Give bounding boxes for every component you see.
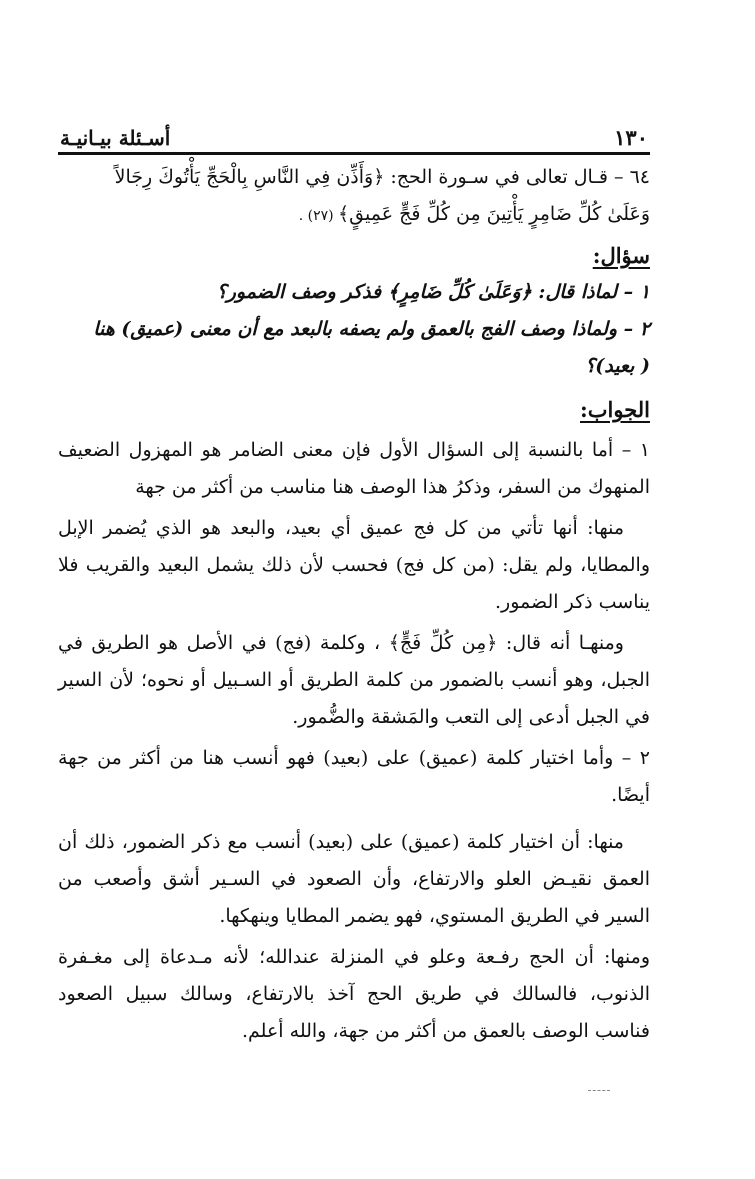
verse-part-a: ﴿وَأَذِّن فِي النَّاسِ بِالْحَجِّ يَأْتُوكَ رِجَالاً xyxy=(114,166,385,188)
question-2-cont: ( بعيد)؟ xyxy=(585,355,650,377)
answer-heading: الجواب: xyxy=(580,397,650,422)
intro-number: ٦٤ – قـال تعالى في سـورة الحج: xyxy=(384,166,650,188)
verse-reference: (٢٧) . xyxy=(298,208,339,224)
intro-paragraph xyxy=(58,159,650,196)
question-heading: سؤال: xyxy=(592,243,650,268)
answer-paragraph-1: ١ – أما بالنسبة إلى السؤال الأول فإن معنى الضامر هو المهزول الضعيف المنهوك من السفر، وذكرُ هذا الوصف هنا مناسب من أكثر من جهة xyxy=(58,439,650,498)
question-2: ٢ – ولماذا وصف الفج بالعمق ولم يصفه بالبعد مع أن معنى (عميق) هنا xyxy=(93,318,650,340)
book-page xyxy=(58,118,650,1050)
answer-paragraph-6: ومنها: أن الحج رفـعة وعلو في المنزلة عندالله؛ لأنه مـدعاة إلى مغـفرة الذنوب، فالسالك في طريق الحج آخذ بالارتفاع، وسالك سبيل الصعود فناسب الوصف بالعمق من أكثر من جهة، والله أعلم. xyxy=(58,946,650,1042)
footer-mark xyxy=(588,1090,610,1091)
questions-block xyxy=(58,274,650,385)
header-rule xyxy=(58,152,650,155)
running-title: أسـئلة بيـانيـة xyxy=(60,126,171,150)
verse-part-b: وَعَلَىٰ كُلِّ ضَامِرٍ يَأْتِينَ مِن كُلِّ فَجٍّ عَمِيقٍ﴾ xyxy=(338,203,650,225)
intro-paragraph-cont xyxy=(58,196,650,235)
answer-paragraph-2: منها: أنها تأتي من كل فج عميق أي بعيد، والبعد هو الذي يُضمر الإبل والمطايا، ولم يقل: (من كل فج) فحسب لأن ذلك يشمل البعيد والقريب فلا يناسب ذكر الضمور. xyxy=(58,517,650,613)
page-header xyxy=(58,118,650,150)
page-number: ١٣٠ xyxy=(614,125,648,150)
answer-paragraph-5: منها: أن اختيار كلمة (عميق) على (بعيد) أنسب مع ذكر الضمور، ذلك أن العمق نقيـض العلو والارتفاع، وأن الصعود في السـير أشق وأصعب من السير في الطريق المستوي، فهو يضمر المطايا وينهكها. xyxy=(58,831,650,927)
answer-paragraph-4: ٢ – وأما اختيار كلمة (عميق) على (بعيد) فهو أنسب هنا من أكثر من جهة أيضًا. xyxy=(58,747,650,806)
question-1: ١ – لماذا قال: ﴿وَعَلَىٰ كُلِّ ضَامِرٍ﴾ فذكر وصف الضمور؟ xyxy=(216,281,650,303)
answer-paragraph-3: ومنهـا أنه قال: ﴿مِن كُلِّ فَجٍّ﴾ ، وكلمة (فج) في الأصل هو الطريق في الجبل، وهو أنسب بالضمور من كلمة الطريق أو السـبيل أو نحوه؛ لأن السير في الجبل أدعى إلى التعب والمَشقة والضُّمور. xyxy=(58,632,650,728)
